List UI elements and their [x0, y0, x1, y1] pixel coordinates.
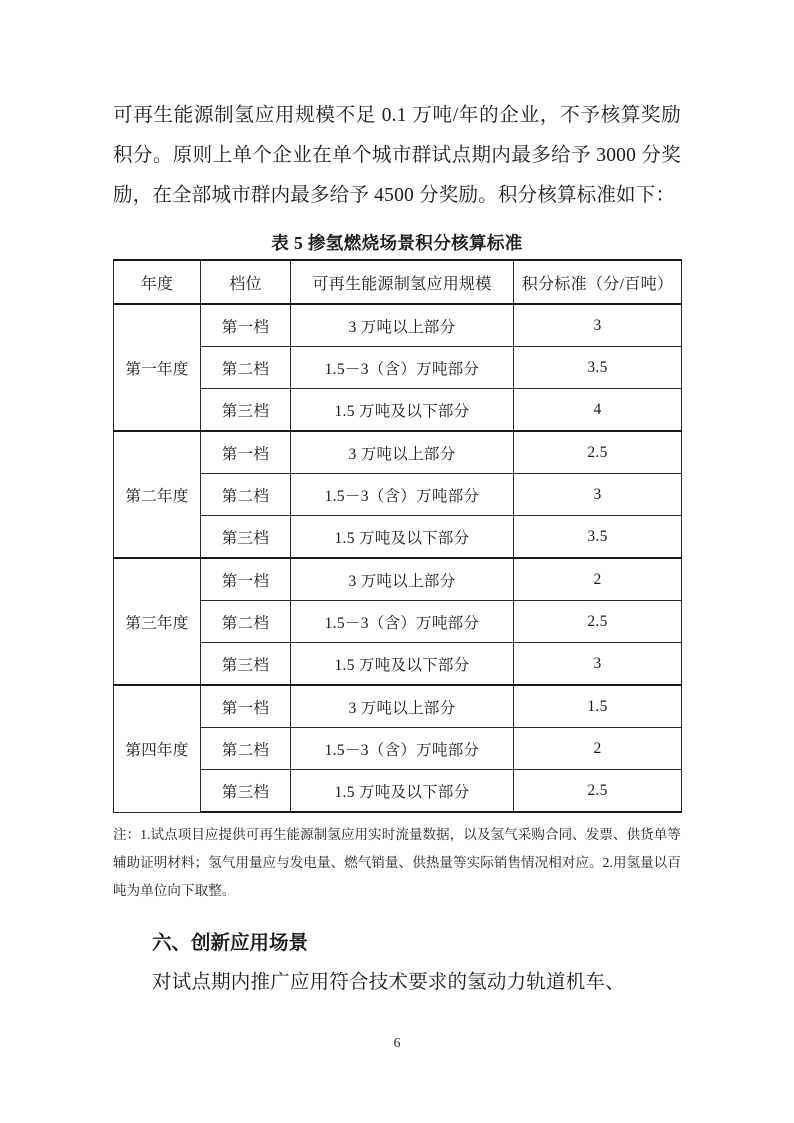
table-row — [114, 431, 682, 474]
tier-cell: 第二档 — [201, 347, 291, 389]
standard-cell: 3 — [514, 474, 682, 516]
standard-cell: 2.5 — [514, 770, 682, 813]
scale-cell: 3 万吨以上部分 — [291, 685, 514, 728]
standard-cell: 1.5 — [514, 685, 682, 728]
section-heading: 六、创新应用场景 — [152, 932, 309, 954]
scale-cell: 3 万吨以上部分 — [291, 304, 514, 347]
column-header-standard: 积分标准（分/百吨） — [514, 260, 682, 304]
table-header-row — [114, 260, 682, 304]
tier-cell: 第三档 — [201, 643, 291, 686]
scale-cell: 1.5－3（含）万吨部分 — [291, 601, 514, 643]
table-note: 注：1.试点项目应提供可再生能源制氢应用实时流量数据，以及氢气采购合同、发票、供货单等辅助证明材料；氢气用量应与发电量、燃气销量、供热量等实际销售情况相对应。2.用氢量以百吨为单位向下取整。 — [113, 827, 681, 898]
score-standard-table — [113, 259, 682, 813]
standard-cell: 3 — [514, 304, 682, 347]
scale-cell: 1.5 万吨及以下部分 — [291, 516, 514, 559]
scale-cell: 1.5 万吨及以下部分 — [291, 643, 514, 686]
closing-paragraph: 对试点期内推广应用符合技术要求的氢动力轨道机车、 — [152, 972, 625, 993]
year-cell: 第一年度 — [114, 304, 201, 431]
table-header — [114, 260, 682, 304]
scale-cell: 1.5－3（含）万吨部分 — [291, 347, 514, 389]
scale-cell: 3 万吨以上部分 — [291, 558, 514, 601]
page-content — [113, 96, 681, 1003]
table-row — [114, 304, 682, 347]
scale-cell: 1.5 万吨及以下部分 — [291, 770, 514, 813]
column-header-year: 年度 — [114, 260, 201, 304]
scale-cell: 1.5－3（含）万吨部分 — [291, 474, 514, 516]
column-header-scale: 可再生能源制氢应用规模 — [291, 260, 514, 304]
standard-cell: 2.5 — [514, 601, 682, 643]
tier-cell: 第三档 — [201, 770, 291, 813]
scale-cell: 1.5－3（含）万吨部分 — [291, 728, 514, 770]
scale-cell: 3 万吨以上部分 — [291, 431, 514, 474]
table-row — [114, 685, 682, 728]
tier-cell: 第一档 — [201, 685, 291, 728]
tier-cell: 第二档 — [201, 601, 291, 643]
year-cell: 第二年度 — [114, 431, 201, 558]
intro-paragraph: 可再生能源制氢应用规模不足 0.1 万吨/年的企业，不予核算奖励积分。原则上单个企业在单个城市群试点期内最多给予 3000 分奖励，在全部城市群内最多给予 4500 分奖励。积分核算标准如下： — [113, 105, 681, 206]
tier-cell: 第二档 — [201, 474, 291, 516]
year-cell: 第四年度 — [114, 685, 201, 812]
tier-cell: 第三档 — [201, 516, 291, 559]
scale-cell: 1.5 万吨及以下部分 — [291, 389, 514, 432]
standard-cell: 3.5 — [514, 347, 682, 389]
standard-cell: 4 — [514, 389, 682, 432]
standard-cell: 2.5 — [514, 431, 682, 474]
tier-cell: 第一档 — [201, 558, 291, 601]
standard-cell: 3.5 — [514, 516, 682, 559]
standard-cell: 3 — [514, 643, 682, 686]
page-number: 6 — [393, 1036, 401, 1051]
tier-cell: 第三档 — [201, 389, 291, 432]
column-header-tier: 档位 — [201, 260, 291, 304]
tier-cell: 第二档 — [201, 728, 291, 770]
standard-cell: 2 — [514, 728, 682, 770]
standard-cell: 2 — [514, 558, 682, 601]
tier-cell: 第一档 — [201, 304, 291, 347]
table-caption: 表 5 掺氢燃烧场景积分核算标准 — [271, 233, 523, 253]
table-body — [114, 304, 682, 812]
tier-cell: 第一档 — [201, 431, 291, 474]
year-cell: 第三年度 — [114, 558, 201, 685]
table-row — [114, 558, 682, 601]
